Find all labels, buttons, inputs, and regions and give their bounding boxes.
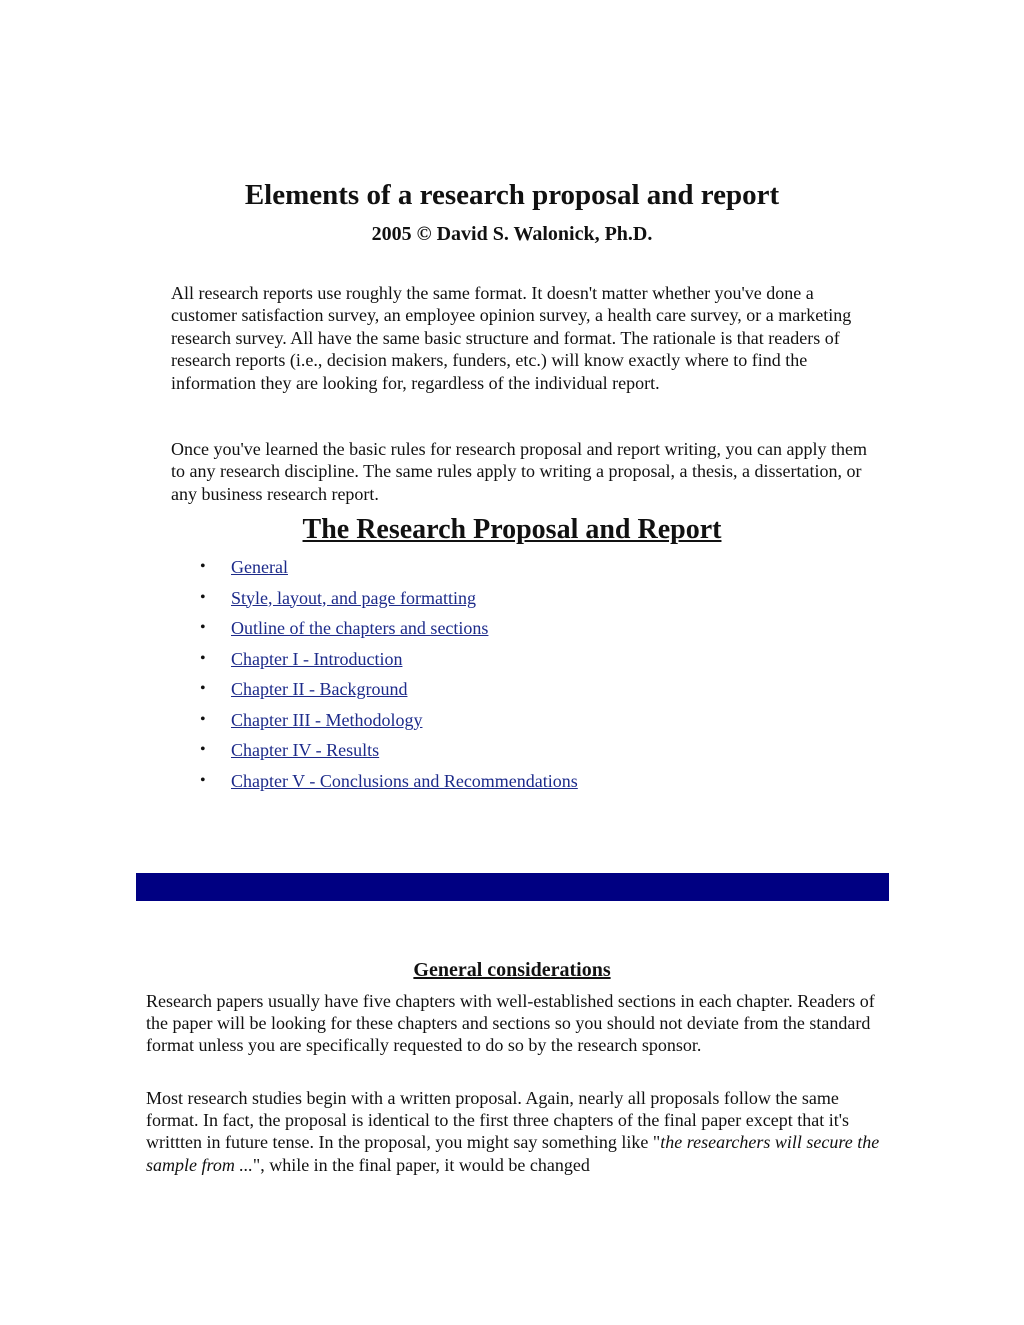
toc-item-chapter-1	[200, 644, 578, 675]
toc-link-style[interactable]: Style, layout, and page formatting	[231, 587, 476, 608]
document-subtitle: 2005 © David S. Walonick, Ph.D.	[371, 223, 653, 245]
toc-link-chapter-4[interactable]: Chapter IV - Results	[231, 740, 380, 760]
body-paragraph-1: Research papers usually have five chapters with well-established sections in each chapter. Readers of the paper will be looking for these chapters and sections so you should not deviate from the standard format unless you are specifically requested to do so by the research sponsor.	[146, 991, 875, 1056]
toc-link-general[interactable]: General	[231, 557, 288, 577]
toc-link-chapter-5[interactable]: Chapter V - Conclusions and Recommendations	[231, 770, 578, 791]
section-divider-bar	[136, 873, 889, 901]
body-paragraph-2-part-1: Most research studies begin with a written proposal. Again, nearly all proposals follow the same format. In fact, the proposal is identical to the first three chapters of the final paper except that it's writtten in future tense. In the proposal, you might say something like "	[146, 1088, 849, 1153]
toc-item-outline	[200, 613, 578, 644]
table-of-contents	[200, 552, 578, 796]
general-considerations-heading: General considerations	[413, 959, 611, 981]
bullet-icon: •	[200, 649, 206, 667]
toc-item-chapter-2	[200, 674, 578, 705]
bullet-icon: •	[200, 710, 206, 728]
intro-paragraph-1: All research reports use roughly the same format. It doesn't matter whether you've done a customer satisfaction survey, an employee opinion survey, a health care survey, or a marketing research survey. All have the same basic structure and format. The rationale is that readers of research reports (i.e., decision makers, funders, etc.) will know exactly where to find the information they are looking for, regardless of the individual report.	[171, 283, 852, 393]
toc-item-chapter-5	[200, 766, 578, 797]
body-paragraph-2-part-2: ", while in the final paper, it would be changed	[252, 1154, 590, 1175]
toc-item-chapter-4	[200, 735, 578, 766]
toc-item-chapter-3	[200, 705, 578, 736]
section-heading: The Research Proposal and Report	[302, 514, 722, 545]
toc-link-outline[interactable]: Outline of the chapters and sections	[231, 618, 489, 638]
bullet-icon: •	[200, 771, 206, 789]
body-paragraph-2	[146, 1087, 886, 1176]
bullet-icon: •	[200, 680, 206, 697]
toc-link-chapter-2[interactable]: Chapter II - Background	[231, 679, 408, 699]
toc-link-chapter-1[interactable]: Chapter I - Introduction	[231, 648, 403, 669]
toc-item-style	[200, 583, 578, 614]
document-title: Elements of a research proposal and report	[244, 179, 780, 211]
intro-paragraph-2: Once you've learned the basic rules for research proposal and report writing, you can apply them to any research discipline. The same rules apply to writing a proposal, a thesis, a dissertation, or any business research report.	[171, 439, 867, 504]
bullet-icon: •	[200, 619, 206, 636]
toc-link-chapter-3[interactable]: Chapter III - Methodology	[231, 709, 423, 730]
bullet-icon: •	[200, 558, 206, 575]
body-paragraph-2-italic: the researchers will secure the sample from ...	[146, 1132, 880, 1175]
toc-item-general	[200, 552, 578, 583]
bullet-icon: •	[200, 588, 206, 606]
bullet-icon: •	[200, 741, 206, 758]
